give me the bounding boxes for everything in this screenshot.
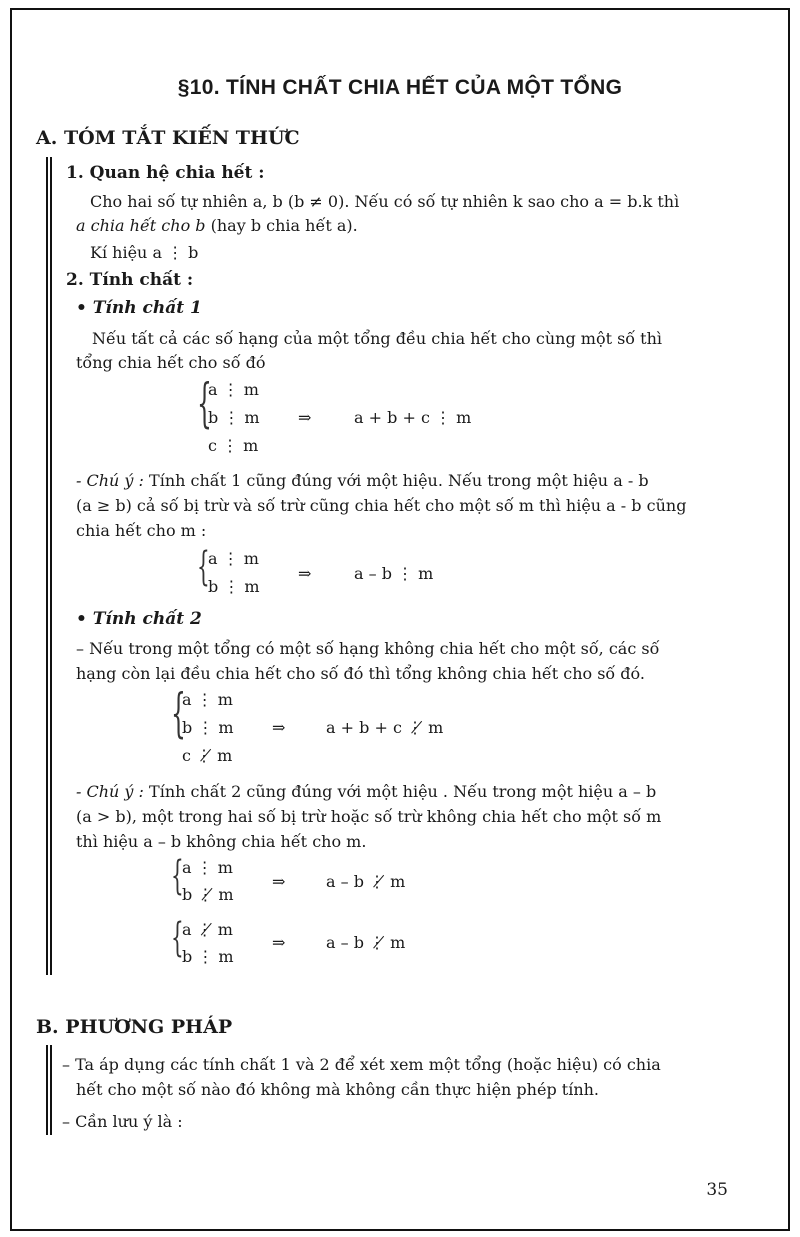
- prop1-sys2-row1: a ⋮ m: [208, 549, 259, 568]
- prop1-note-text1: Tính chất 1 cũng đúng với một hiệu. Nếu trong một hiệu a - b: [143, 471, 649, 490]
- item1-line2: [76, 214, 358, 238]
- section-b-line1: – Ta áp dụng các tính chất 1 và 2 để xét xem một tổng (hoặc hiệu) có chia: [62, 1055, 661, 1074]
- prop2-sys3-row1: a ⋮̸ m: [182, 920, 233, 939]
- prop2-sys1-row1: a ⋮ m: [182, 690, 233, 709]
- prop1-sys1-row3: c ⋮ m: [208, 436, 259, 455]
- prop1-sys1-row1: a ⋮ m: [208, 380, 259, 399]
- prop2-sys2-row2: b ⋮̸ m: [182, 885, 234, 904]
- item1-line1: Cho hai số tự nhiên a, b (b ≠ 0). Nếu có số tự nhiên k sao cho a = b.k thì: [90, 192, 680, 211]
- prop2-sys2-row1: a ⋮ m: [182, 858, 233, 877]
- prop2-sys2-brace: {: [171, 853, 184, 899]
- prop2-note-line1: [76, 780, 656, 804]
- prop2-sys3-row2: b ⋮ m: [182, 947, 234, 966]
- item2-heading: 2. Tính chất :: [66, 270, 194, 290]
- prop1-line1: Nếu tất cả các số hạng của một tổng đều chia hết cho cùng một số thì: [92, 329, 663, 348]
- prop2-note-line2: (a > b), một trong hai số bị trừ hoặc số trừ không chia hết cho một số m: [76, 807, 662, 826]
- prop2-line2: hạng còn lại đều chia hết cho số đó thì tổng không chia hết cho số đó.: [76, 664, 645, 683]
- prop1-label: • Tính chất 1: [76, 298, 202, 318]
- prop1-note-line1: [76, 469, 649, 493]
- section-b-bar-inner: [50, 1045, 52, 1135]
- item1-line2-rest: (hay b chia hết a).: [205, 216, 358, 235]
- prop1-sys2-row2: b ⋮ m: [208, 577, 260, 596]
- prop2-sys1-row3: c ⋮̸ m: [182, 746, 233, 765]
- prop1-sys1-result: a + b + c ⋮ m: [354, 408, 472, 427]
- prop1-note-prefix: - Chú ý :: [76, 471, 144, 490]
- prop1-note-line3: chia hết cho m :: [76, 521, 207, 540]
- prop2-sys1-arrow: ⇒: [272, 718, 286, 737]
- prop1-sys2-result: a – b ⋮ m: [354, 564, 434, 583]
- prop1-sys1-brace: {: [197, 374, 212, 434]
- section-b-bar-outer: [46, 1045, 48, 1135]
- prop2-note-text1: Tính chất 2 cũng đúng với một hiệu . Nếu trong một hiệu a – b: [143, 782, 657, 801]
- prop2-note-line3: thì hiệu a – b không chia hết cho m.: [76, 832, 367, 851]
- prop1-note-line2: (a ≥ b) cả số bị trừ và số trừ cũng chia hết cho một số m thì hiệu a - b cũng: [76, 496, 687, 515]
- prop1-sys2-brace: {: [197, 544, 210, 590]
- item1-heading: 1. Quan hệ chia hết :: [66, 163, 265, 183]
- prop1-sys1-arrow: ⇒: [298, 408, 312, 427]
- prop2-sys1-result: a + b + c ⋮̸ m: [326, 718, 444, 737]
- item1-notation: Kí hiệu a ⋮ b: [90, 243, 199, 262]
- section-a-bar-inner: [50, 157, 52, 975]
- prop2-sys1-brace: {: [171, 684, 186, 744]
- prop2-note-prefix: - Chú ý :: [76, 782, 144, 801]
- prop2-sys3-result: a – b ⋮̸ m: [326, 933, 406, 952]
- page-number: 35: [706, 1180, 728, 1200]
- prop1-sys1-row2: b ⋮ m: [208, 408, 260, 427]
- prop1-sys2-arrow: ⇒: [298, 564, 312, 583]
- prop2-sys2-arrow: ⇒: [272, 872, 286, 891]
- prop2-label: • Tính chất 2: [76, 609, 202, 629]
- prop1-line2: tổng chia hết cho số đó: [76, 353, 266, 372]
- section-b-line3: – Cần lưu ý là :: [62, 1112, 183, 1131]
- prop2-sys2-result: a – b ⋮̸ m: [326, 872, 406, 891]
- item1-line2-italic: a chia hết cho b: [76, 216, 206, 235]
- page-title: §10. TÍNH CHẤT CHIA HẾT CỦA MỘT TỔNG: [177, 76, 623, 99]
- prop2-sys3-arrow: ⇒: [272, 933, 286, 952]
- section-b-line2: hết cho một số nào đó không mà không cần thực hiện phép tính.: [76, 1080, 600, 1099]
- section-a-bar-outer: [46, 157, 48, 975]
- section-a-heading: A. TÓM TẮT KIẾN THỨC: [36, 127, 300, 149]
- prop2-line1: – Nếu trong một tổng có một số hạng không chia hết cho một số, các số: [76, 639, 660, 658]
- prop2-sys3-brace: {: [171, 915, 184, 961]
- prop2-sys1-row2: b ⋮ m: [182, 718, 234, 737]
- section-b-heading: B. PHƯƠNG PHÁP: [36, 1016, 233, 1038]
